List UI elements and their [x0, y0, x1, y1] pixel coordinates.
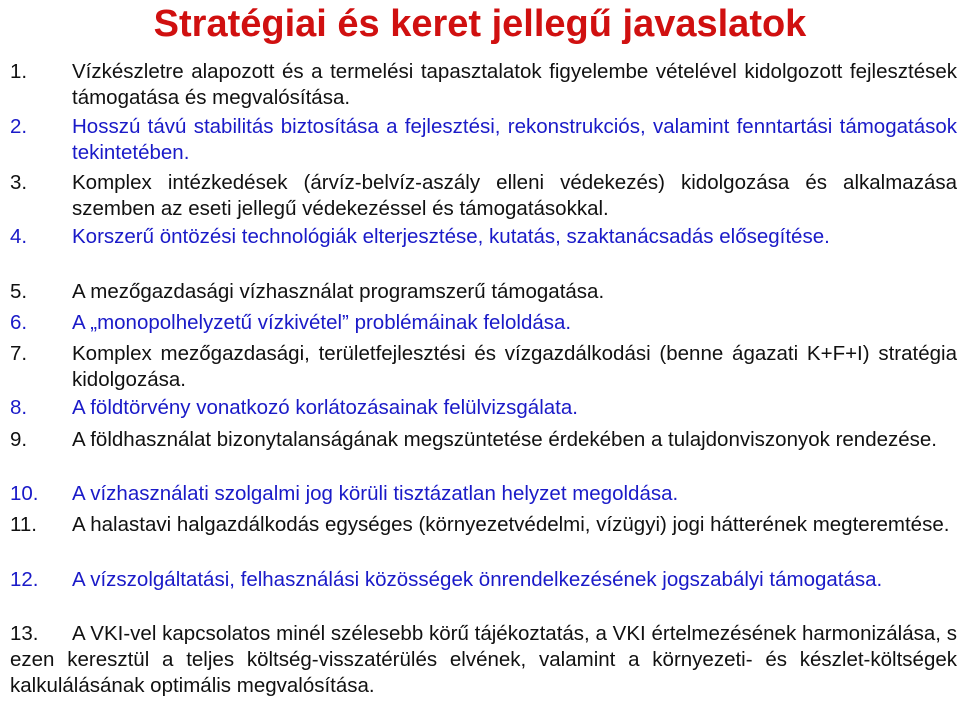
item-number: 4. — [10, 225, 28, 248]
item-number: 3. — [10, 171, 28, 194]
item-text: A földtörvény vonatkozó korlátozásainak felülvizsgálata. — [72, 396, 578, 419]
item-text: Vízkészletre alapozott és a termelési tapasztalatok figyelembe vételével kidolgozott fejlesztések támogatása és megvalósítása. — [72, 60, 957, 109]
item-text: Korszerű öntözési technológiák elterjesztése, kutatás, szaktanácsadás elősegítése. — [72, 225, 830, 248]
item-text: A mezőgazdasági vízhasználat programszerű támogatása. — [72, 280, 605, 303]
item-text: A vízhasználati szolgalmi jog körüli tisztázatlan helyzet megoldása. — [72, 482, 679, 505]
item-number: 12. — [10, 568, 39, 591]
item-number: 8. — [10, 396, 28, 419]
item-number: 9. — [10, 428, 28, 451]
slide-title: Stratégiai és keret jellegű javaslatok — [153, 3, 807, 45]
item-text: A halastavi halgazdálkodás egységes (környezetvédelmi, vízügyi) jogi hátterének megteremtése. — [72, 513, 950, 536]
item-number: 10. — [10, 482, 39, 505]
item-text: A vízszolgáltatási, felhasználási közösségek önrendelkezésének jogszabályi támogatása. — [72, 568, 883, 591]
item-text: A földhasználat bizonytalanságának megszüntetése érdekében a tulajdonviszonyok rendezése. — [72, 428, 937, 451]
item-text: Komplex intézkedések (árvíz-belvíz-aszály elleni védekezés) kidolgozása és alkalmazása szemben az eseti jellegű védekezéssel és támogatásokkal. — [72, 171, 957, 220]
item-text: Hosszú távú stabilitás biztosítása a fejlesztési, rekonstrukciós, valamint fenntartási támogatások tekintetében. — [72, 115, 957, 164]
item-number: 2. — [10, 115, 28, 138]
item-text: Komplex mezőgazdasági, területfejlesztési és vízgazdálkodási (benne ágazati K+F+I) stratégia kidolgozása. — [72, 342, 957, 391]
item-number: 6. — [10, 311, 28, 334]
item-number: 5. — [10, 280, 28, 303]
item-text: A „monopolhelyzetű vízkivétel” problémáinak feloldása. — [72, 311, 572, 334]
item-number: 13. — [10, 622, 39, 645]
item-number: 7. — [10, 342, 28, 365]
item-number: 11. — [10, 513, 37, 536]
item-text: A VKI-vel kapcsolatos minél szélesebb körű tájékoztatás, a VKI értelmezésének harmonizálása, s ezen keresztül a teljes költség-visszatérülés elvének, valamint a környezeti- és készlet-költségek kalkulálásának optimális megvalósítása. — [10, 622, 957, 697]
item-number: 1. — [10, 60, 28, 83]
